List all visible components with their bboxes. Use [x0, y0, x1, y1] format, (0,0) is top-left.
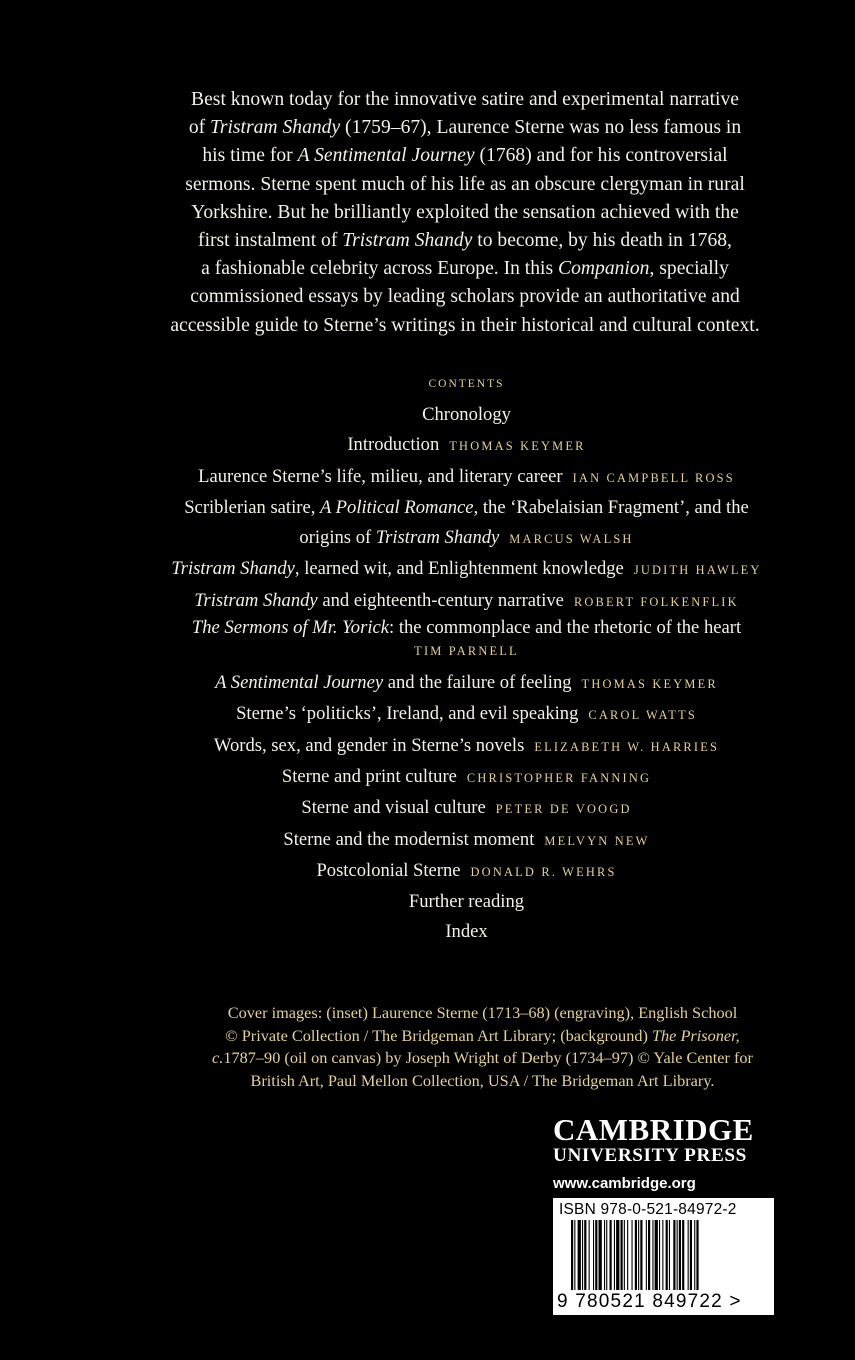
barcode-bar	[610, 1220, 612, 1290]
toc-entry: Sterne and the modernist moment MELVYN NEW	[283, 828, 650, 850]
blurb	[140, 86, 790, 340]
blurb-line: Best known today for the innovative satire and experimental narrative	[191, 89, 739, 110]
publisher-url: www.cambridge.org	[553, 1175, 696, 1192]
table-of-contents	[0, 400, 855, 948]
toc-entry: Chronology	[422, 404, 511, 425]
barcode-bar	[606, 1220, 607, 1290]
toc-entry: Sterne and visual culture PETER DE VOOGD	[301, 797, 632, 819]
barcode-bar	[635, 1220, 637, 1290]
toc-entry: Further reading	[408, 891, 525, 913]
isbn-text: ISBN 978-0-521-84972-2	[559, 1201, 737, 1218]
toc-entry: Sterne and print culture CHRISTOPHER FANNING	[281, 765, 652, 787]
credit-line: Cover images: (inset) Laurence Sterne (1713–68) (engraving), English School	[227, 1003, 738, 1022]
credit-line: © Private Collection / The Bridgeman Art Library; (background) The Prisoner,	[225, 1025, 740, 1045]
barcode-bar	[595, 1220, 597, 1290]
barcode-bar	[677, 1220, 678, 1290]
barcode-bar	[621, 1220, 623, 1290]
barcode-bar	[696, 1220, 698, 1290]
barcode-bar	[574, 1220, 575, 1290]
barcode-bar	[614, 1220, 615, 1290]
toc-entry: A Sentimental Journey and the failure of feeling THOMAS KEYMER	[215, 672, 718, 694]
toc-entry: Tristram Shandy and eighteenth-century narrative ROBERT FOLKENFLIK	[194, 589, 739, 611]
barcode-bar	[646, 1220, 647, 1290]
barcode-bar	[690, 1220, 692, 1290]
barcode-digits: 9 780521 849722 >	[557, 1291, 742, 1312]
toc-entry: Postcolonial Sterne DONALD R. WEHRS	[316, 859, 617, 881]
blurb-line: first instalment of Tristram Shandy to become, by his death in 1768,	[198, 230, 732, 252]
barcode-bar	[669, 1220, 670, 1290]
toc-entry: Introduction THOMAS KEYMER	[347, 434, 586, 456]
toc-entry: Sterne’s ‘politicks’, Ireland, and evil speaking CAROL WATTS	[236, 703, 697, 725]
blurb-line: sermons. Sterne spent much of his life as an obscure clergyman in rural	[185, 173, 745, 195]
barcode-bar	[638, 1220, 639, 1290]
barcode-bar	[584, 1220, 586, 1290]
isbn-barcode	[553, 1198, 774, 1315]
contents-heading: CONTENTS	[428, 378, 505, 390]
toc-entry: Scriblerian satire, A Political Romance, the ‘Rabelaisian Fragment’, and the origins of Tristram Shandy MARCUS WALSH	[184, 496, 749, 549]
toc-entry: Laurence Sterne’s life, milieu, and literary career IAN CAMPBELL ROSS	[198, 465, 735, 487]
barcode-bar	[604, 1220, 605, 1290]
blurb-line: commissioned essays by leading scholars provide an authoritative and	[190, 286, 740, 308]
barcode-bar	[624, 1220, 625, 1290]
blurb-line: his time for A Sentimental Journey (1768) and for his controversial	[202, 145, 728, 167]
barcode-bar	[655, 1220, 658, 1290]
toc-entry: The Sermons of Mr. Yorick: the commonplace and the rhetoric of the heart TIM PARNELL	[191, 617, 742, 659]
barcode-bar	[652, 1220, 653, 1290]
toc-entry: Words, sex, and gender in Sterne’s novels ELIZABETH W. HARRIES	[213, 734, 720, 756]
barcode-bar	[599, 1220, 602, 1290]
toc-entry: Index	[445, 921, 488, 943]
barcode-bar	[662, 1220, 663, 1290]
barcode-bar	[571, 1220, 573, 1290]
blurb-line: Yorkshire. But he brilliantly exploited the sensation achieved with the	[191, 201, 739, 223]
barcode-bar	[694, 1220, 695, 1290]
publisher-subtitle: UNIVERSITY PRESS	[553, 1145, 747, 1166]
barcode-bar	[688, 1220, 689, 1290]
toc-entry: Tristram Shandy, learned wit, and Enlightenment knowledge JUDITH HAWLEY	[171, 558, 762, 580]
barcode-bar	[682, 1220, 684, 1290]
publisher-logo	[553, 1113, 778, 1192]
publisher-name: CAMBRIDGE	[553, 1112, 754, 1147]
barcode-bar	[578, 1220, 581, 1290]
barcode-bar	[640, 1220, 642, 1290]
blurb-line: of Tristram Shandy (1759–67), Laurence Sterne was no less famous in	[188, 117, 742, 139]
barcode-bar	[666, 1220, 668, 1290]
credit-line: c.1787–90 (oil on canvas) by Joseph Wright of Derby (1734–97) © Yale Center for	[212, 1048, 753, 1068]
barcode-bar	[593, 1220, 594, 1290]
cover-credit	[160, 1002, 805, 1093]
blurb-line: accessible guide to Sterne’s writings in their historical and cultural context.	[170, 314, 760, 336]
barcode-bar	[589, 1220, 590, 1290]
credit-line: British Art, Paul Mellon Collection, USA / The Bridgeman Art Library.	[250, 1071, 715, 1091]
blurb-line: a fashionable celebrity across Europe. In this Companion, specially	[201, 258, 729, 280]
barcode-bar	[616, 1220, 619, 1290]
barcode-bar	[648, 1220, 650, 1290]
barcode-bar	[632, 1220, 633, 1290]
barcode-bar	[679, 1220, 681, 1290]
barcode-bar	[673, 1220, 675, 1290]
barcode-bar	[627, 1220, 628, 1290]
barcode-bar	[582, 1220, 583, 1290]
barcode-bar	[659, 1220, 660, 1290]
